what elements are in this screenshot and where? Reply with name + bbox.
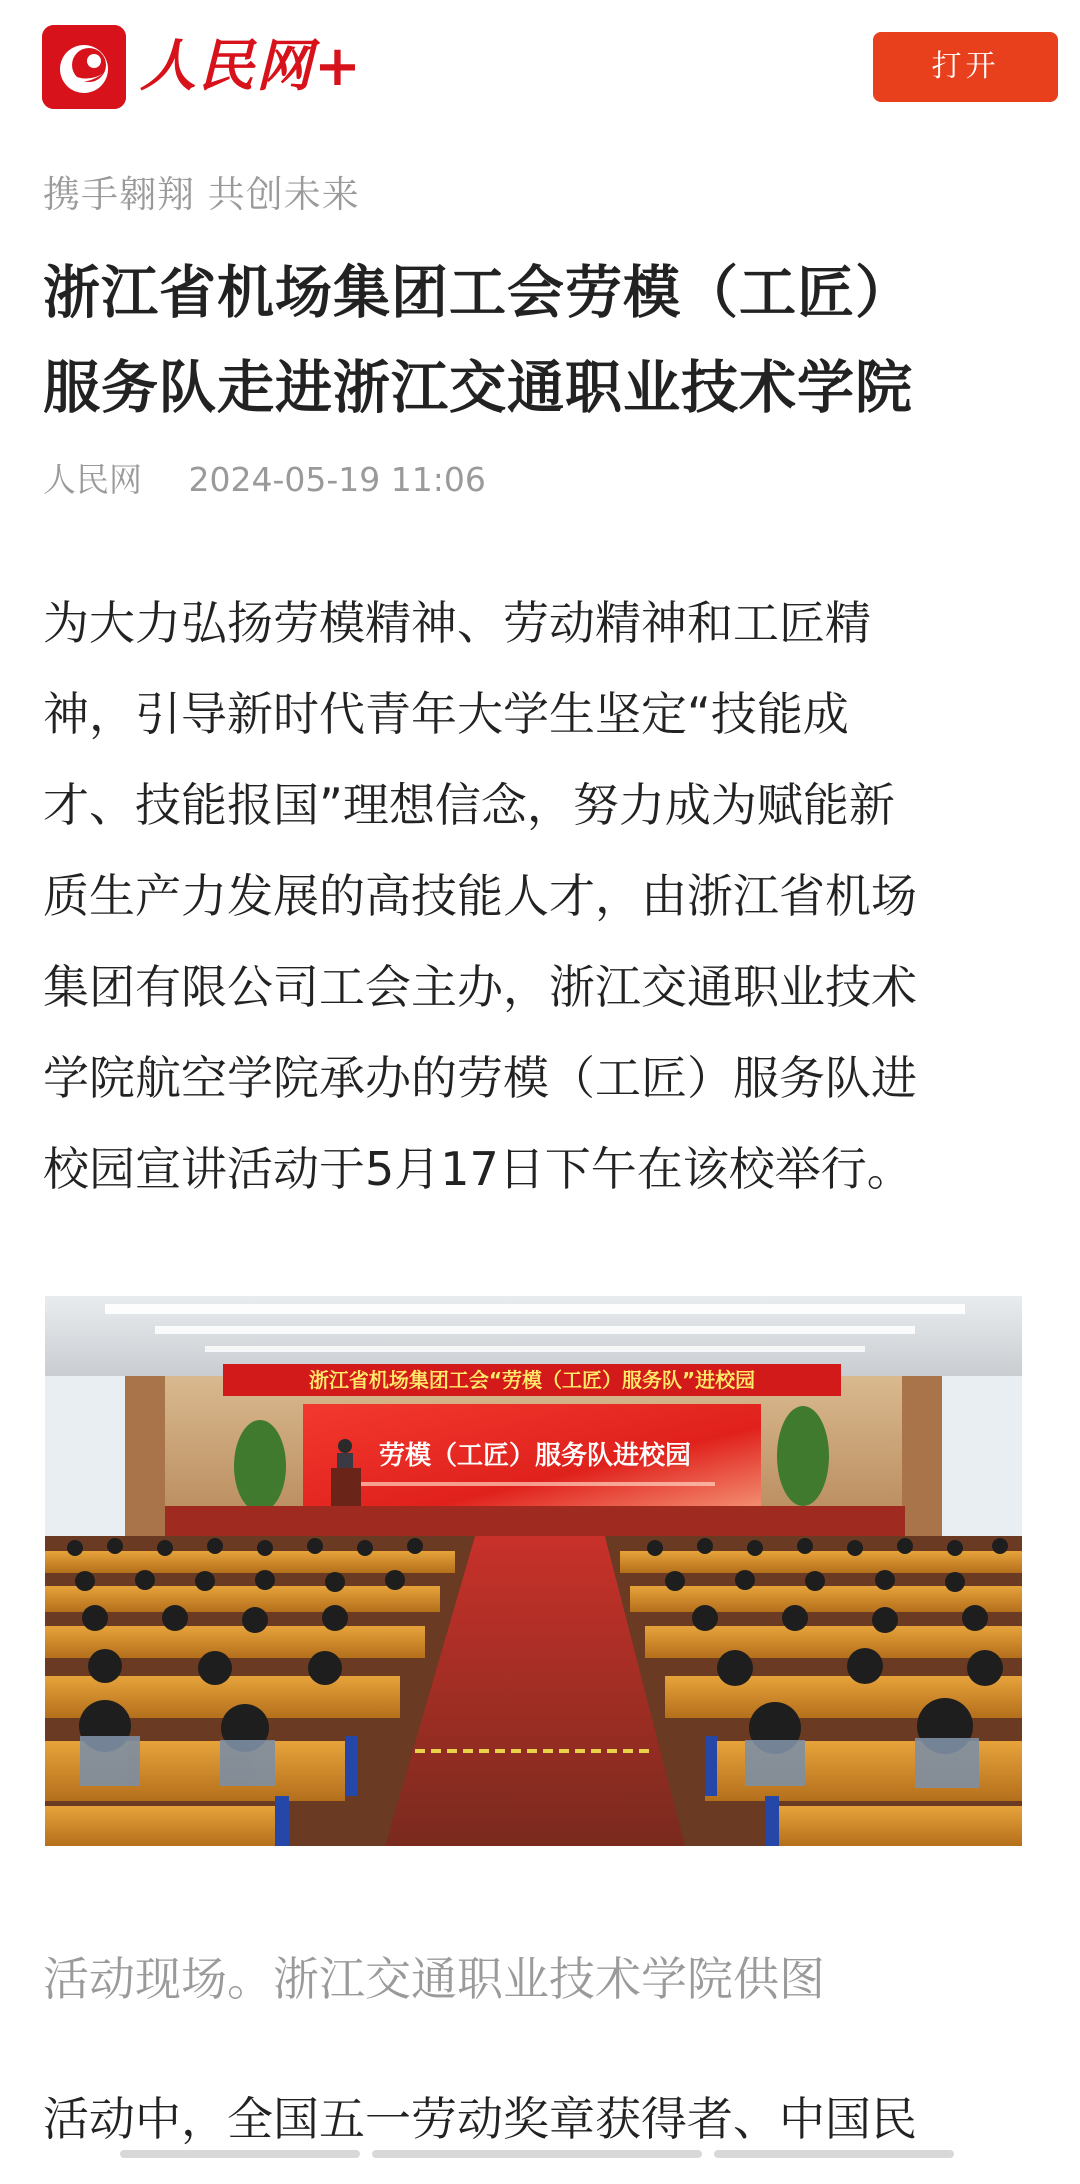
banner-text: 浙江省机场集团工会“劳模（工匠）服务队”进校园 xyxy=(308,1368,756,1392)
indicator-segment xyxy=(120,2150,360,2158)
paragraph-line: 活动中，全国五一劳动奖章获得者、中国民 xyxy=(43,2092,917,2146)
photo-caption: 活动现场。浙江交通职业技术学院供图 xyxy=(43,1952,825,2006)
app-header xyxy=(0,0,1080,132)
article-meta xyxy=(43,454,486,501)
bottom-scroll-indicator xyxy=(0,2150,1080,2160)
article-source[interactable]: 人民网 xyxy=(43,460,142,499)
headline-line: 浙江省机场集团工会劳模（工匠） xyxy=(43,260,913,326)
app-logo-text: 人民网+ xyxy=(140,33,363,99)
paragraph-line: 才、技能报国”理想信念，努力成为赋能新 xyxy=(43,778,895,832)
screen-text: 劳模（工匠）服务队进校园 xyxy=(378,1441,692,1471)
event-photo[interactable] xyxy=(45,1296,1022,1846)
indicator-segment xyxy=(372,2150,702,2158)
open-app-button[interactable]: 打开 xyxy=(873,32,1058,102)
paragraph-line: 学院航空学院承办的劳模（工匠）服务队进 xyxy=(43,1051,917,1105)
renminwang-logo-icon[interactable] xyxy=(42,25,126,109)
indicator-segment xyxy=(714,2150,954,2158)
headline-line: 服务队走进浙江交通职业技术学院 xyxy=(43,355,913,421)
article-headline xyxy=(43,246,1043,436)
paragraph-line: 质生产力发展的高技能人才，由浙江省机场 xyxy=(43,869,917,923)
paragraph-line: 集团有限公司工会主办，浙江交通职业技术 xyxy=(43,960,917,1014)
paragraph-line: 校园宣讲活动于5月17日下午在该校举行。 xyxy=(43,1142,913,1196)
paragraph-line: 为大力弘扬劳模精神、劳动精神和工匠精 xyxy=(43,596,871,650)
article-kicker: 携手翱翔 共创未来 xyxy=(43,173,360,216)
article-timestamp: 2024-05-19 11:06 xyxy=(188,460,486,499)
paragraph-line: 神，引导新时代青年大学生坚定“技能成 xyxy=(43,687,849,741)
article-paragraph xyxy=(43,578,1053,1215)
